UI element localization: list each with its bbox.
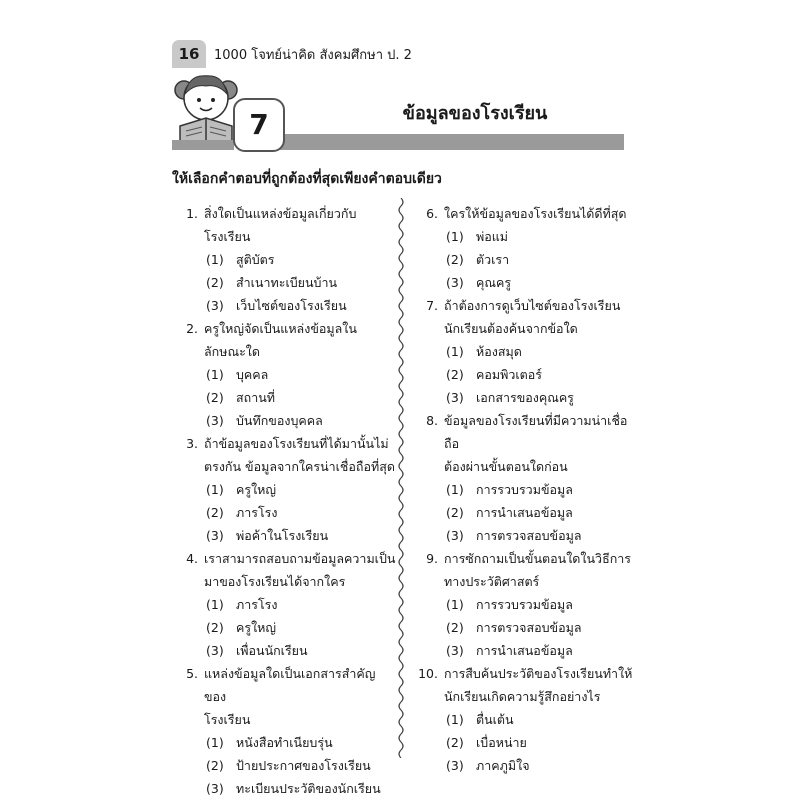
option-key: (3)	[446, 275, 464, 290]
answer-option	[412, 501, 636, 524]
option-key: (3)	[206, 643, 224, 658]
answer-option	[412, 225, 636, 248]
answer-option	[412, 639, 636, 662]
option-text: ครูใหญ่	[236, 620, 277, 635]
option-key: (3)	[446, 390, 464, 405]
option-text: ตื่นเต้น	[476, 712, 514, 727]
option-text: การตรวจสอบข้อมูล	[476, 528, 582, 543]
option-key: (3)	[206, 413, 224, 428]
question-line: ถ้าต้องการดูเว็บไซต์ของโรงเรียน	[444, 298, 621, 313]
option-text: การตรวจสอบข้อมูล	[476, 620, 582, 635]
option-key: (1)	[446, 597, 464, 612]
option-text: ภาคภูมิใจ	[476, 758, 530, 773]
option-key: (3)	[446, 643, 464, 658]
answer-option	[172, 248, 396, 271]
unit-number-badge: 7	[233, 98, 285, 152]
question-stem	[172, 432, 396, 478]
option-key: (1)	[446, 712, 464, 727]
question-line: ต้องผ่านขั้นตอนใดก่อน	[444, 459, 568, 474]
title-underline-bar	[272, 134, 624, 150]
question-stem	[412, 409, 636, 478]
question-stem	[412, 294, 636, 340]
answer-option	[412, 340, 636, 363]
question-line: ตรงกัน ข้อมูลจากใครน่าเชื่อถือที่สุด	[204, 459, 395, 474]
option-key: (1)	[206, 597, 224, 612]
answer-option	[172, 501, 396, 524]
unit-title: ข้อมูลของโรงเรียน	[402, 103, 548, 124]
option-key: (2)	[206, 620, 224, 635]
option-key: (3)	[206, 781, 224, 796]
question-line: ลักษณะใด	[204, 344, 260, 359]
question-stem	[412, 547, 636, 593]
question-line: นักเรียนต้องค้นจากข้อใด	[444, 321, 578, 336]
option-key: (1)	[446, 482, 464, 497]
question-line: ครูใหญ่จัดเป็นแหล่งข้อมูลใน	[204, 321, 357, 336]
question-stem	[172, 662, 396, 731]
option-text: ครูใหญ่	[236, 482, 277, 497]
answer-option	[172, 731, 396, 754]
option-key: (3)	[206, 528, 224, 543]
instruction-text: ให้เลือกคำตอบที่ถูกต้องที่สุดเพียงคำตอบเดียว	[172, 171, 442, 187]
option-key: (2)	[206, 758, 224, 773]
option-key: (3)	[446, 528, 464, 543]
option-key: (1)	[206, 252, 224, 267]
question-number: 10.	[418, 666, 438, 681]
book-title: 1000 โจทย์น่าคิด สังคมศึกษา ป. 2	[214, 48, 412, 63]
option-text: สถานที่	[236, 390, 276, 405]
question-line: การซักถามเป็นขั้นตอนใดในวิธีการ	[444, 551, 632, 566]
question-line: ข้อมูลของโรงเรียนที่มีความน่าเชื่อถือ	[444, 413, 628, 451]
option-text: หนังสือทำเนียบรุ่น	[236, 735, 333, 750]
question-line: การสืบค้นประวัติของโรงเรียนทำให้	[444, 666, 633, 681]
question-line: เราสามารถสอบถามข้อมูลความเป็น	[204, 551, 396, 566]
answer-option	[172, 616, 396, 639]
option-key: (2)	[446, 367, 464, 382]
option-key: (1)	[206, 367, 224, 382]
question-line: สิ่งใดเป็นแหล่งข้อมูลเกี่ยวกับโรงเรียน	[204, 206, 357, 244]
answer-option	[412, 731, 636, 754]
title-underline-left	[172, 140, 234, 150]
option-key: (3)	[206, 298, 224, 313]
option-text: เพื่อนนักเรียน	[236, 643, 308, 658]
answer-option	[172, 478, 396, 501]
answer-option	[172, 639, 396, 662]
option-text: บันทึกของบุคคล	[236, 413, 323, 428]
answer-option	[172, 754, 396, 777]
answer-option	[172, 409, 396, 432]
question-number: 2.	[186, 321, 198, 336]
option-key: (2)	[206, 505, 224, 520]
option-text: ห้องสมุด	[476, 344, 522, 359]
option-text: เว็บไซต์ของโรงเรียน	[236, 298, 347, 313]
question-number: 5.	[186, 666, 198, 681]
answer-option	[412, 524, 636, 547]
option-text: ตัวเรา	[476, 252, 510, 267]
option-text: การนำเสนอข้อมูล	[476, 505, 573, 520]
answer-option	[412, 708, 636, 731]
option-text: ป้ายประกาศของโรงเรียน	[236, 758, 371, 773]
answer-option	[412, 248, 636, 271]
option-text: การนำเสนอข้อมูล	[476, 643, 573, 658]
option-text: สูติบัตร	[236, 252, 275, 267]
question-line: แหล่งข้อมูลใดเป็นเอกสารสำคัญของ	[204, 666, 376, 704]
option-text: พ่อแม่	[476, 229, 509, 244]
option-key: (1)	[446, 344, 464, 359]
question-number: 4.	[186, 551, 198, 566]
option-text: คุณครู	[476, 275, 512, 290]
question-line: นักเรียนเกิดความรู้สึกอย่างไร	[444, 689, 601, 704]
question-number: 6.	[426, 206, 438, 221]
answer-option	[412, 616, 636, 639]
answer-option	[412, 754, 636, 777]
question-number: 7.	[426, 298, 438, 313]
option-key: (2)	[446, 252, 464, 267]
option-text: เอกสารของคุณครู	[476, 390, 574, 405]
answer-option	[172, 524, 396, 547]
answer-option	[172, 593, 396, 616]
option-key: (1)	[446, 229, 464, 244]
question-number: 1.	[186, 206, 198, 221]
question-stem	[172, 317, 396, 363]
question-line: โรงเรียน	[204, 712, 251, 727]
page-number: 16	[172, 40, 206, 68]
question-number: 3.	[186, 436, 198, 451]
option-key: (1)	[206, 735, 224, 750]
option-key: (3)	[446, 758, 464, 773]
option-key: (2)	[206, 275, 224, 290]
answer-option	[172, 271, 396, 294]
answer-option	[412, 478, 636, 501]
option-key: (2)	[206, 390, 224, 405]
option-text: คอมพิวเตอร์	[476, 367, 542, 382]
answer-option	[412, 386, 636, 409]
question-stem	[412, 202, 636, 225]
question-line: ทางประวัติศาสตร์	[444, 574, 540, 589]
question-stem	[172, 547, 396, 593]
option-text: การรวบรวมข้อมูล	[476, 597, 573, 612]
option-text: ภารโรง	[236, 505, 278, 520]
answer-option	[172, 363, 396, 386]
option-text: บุคคล	[236, 367, 269, 382]
question-stem	[172, 202, 396, 248]
option-text: การรวบรวมข้อมูล	[476, 482, 573, 497]
wavy-column-divider	[395, 198, 407, 758]
answer-option	[172, 294, 396, 317]
question-line: มาของโรงเรียนได้จากใคร	[204, 574, 346, 589]
option-text: พ่อค้าในโรงเรียน	[236, 528, 329, 543]
answer-option	[412, 593, 636, 616]
question-stem	[412, 662, 636, 708]
questions-column-left	[172, 202, 396, 800]
option-key: (2)	[446, 735, 464, 750]
question-number: 8.	[426, 413, 438, 428]
answer-option	[172, 777, 396, 800]
answer-option	[412, 271, 636, 294]
option-key: (2)	[446, 620, 464, 635]
option-text: ทะเบียนประวัติของนักเรียน	[236, 781, 381, 796]
question-number: 9.	[426, 551, 438, 566]
question-line: ใครให้ข้อมูลของโรงเรียนได้ดีที่สุด	[444, 206, 627, 221]
answer-option	[412, 363, 636, 386]
questions-column-right	[412, 202, 636, 777]
question-line: ถ้าข้อมูลของโรงเรียนที่ได้มานั้นไม่	[204, 436, 389, 451]
option-key: (2)	[446, 505, 464, 520]
option-text: ภารโรง	[236, 597, 278, 612]
option-text: เบื่อหน่าย	[476, 735, 527, 750]
answer-option	[172, 386, 396, 409]
option-key: (1)	[206, 482, 224, 497]
option-text: สำเนาทะเบียนบ้าน	[236, 275, 338, 290]
